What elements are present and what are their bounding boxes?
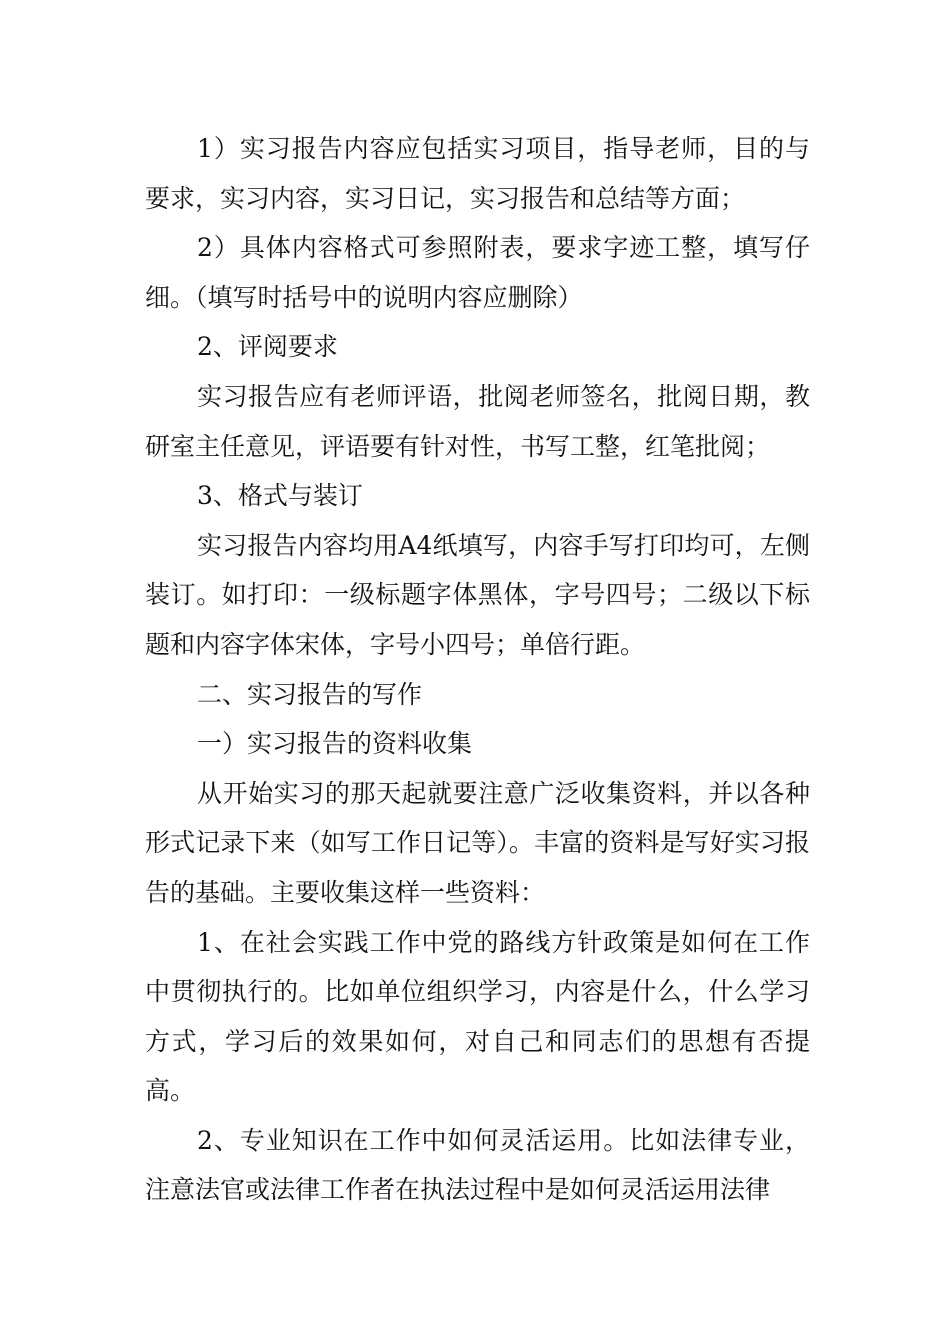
paragraph-professional-knowledge: 2、专业知识在工作中如何灵活运用。比如法律专业，注意法官或法律工作者在执法过程中是如何灵活运用法律 bbox=[145, 1125, 810, 1205]
heading-material-collection: 一）实习报告的资料收集 bbox=[197, 729, 473, 759]
document-body bbox=[145, 124, 810, 1215]
paragraph-collect-materials: 从开始实习的那天起就要注意广泛收集资料，并以各种形式记录下来（如写工作日记等）。丰富的资料是写好实习报告的基础。主要收集这样一些资料： bbox=[145, 778, 810, 907]
heading-review-requirements: 2、评阅要求 bbox=[197, 332, 338, 362]
paragraph-format-details: 实习报告内容均用A4纸填写，内容手写打印均可，左侧装订。如打印：一级标题字体黑体，字号四号；二级以下标题和内容字体宋体，字号小四号；单倍行距。 bbox=[145, 530, 810, 659]
paragraph-policy-implementation: 1、在社会实践工作中党的路线方针政策是如何在工作中贯彻执行的。比如单位组织学习，内容是什么，什么学习方式，学习后的效果如何，对自己和同志们的思想有否提高。 bbox=[145, 927, 810, 1106]
paragraph-report-content: 1）实习报告内容应包括实习项目，指导老师，目的与要求，实习内容，实习日记，实习报告和总结等方面； bbox=[145, 134, 810, 213]
heading-report-writing: 二、实习报告的写作 bbox=[197, 679, 423, 709]
heading-format-binding: 3、格式与装订 bbox=[197, 481, 363, 511]
paragraph-format-reference: 2）具体内容格式可参照附表，要求字迹工整，填写仔细。（填写时括号中的说明内容应删除） bbox=[145, 233, 810, 312]
paragraph-review-details: 实习报告应有老师评语，批阅老师签名，批阅日期，教研室主任意见，评语要有针对性，书写工整，红笔批阅； bbox=[145, 381, 810, 461]
